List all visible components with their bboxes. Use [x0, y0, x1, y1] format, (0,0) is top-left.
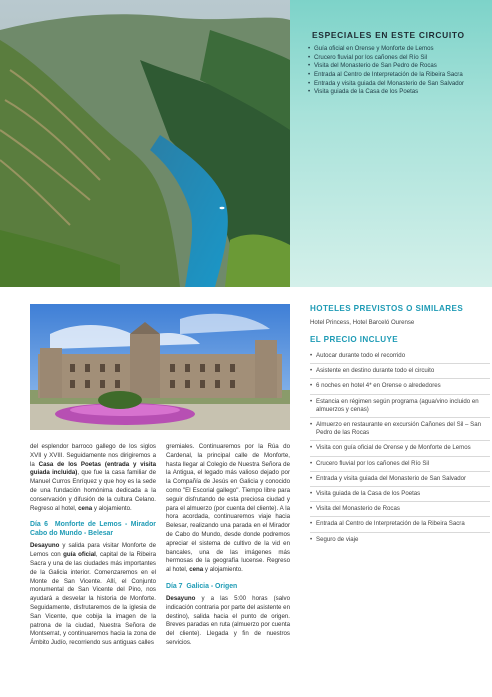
day6-heading	[30, 520, 156, 538]
list-item: • Guía oficial en Orense y Monforte de Lemos	[308, 45, 486, 53]
list-item: • Entrada y visita guiada del Monasterio de San Salvador	[310, 472, 490, 487]
list-item: • 6 noches en hotel 4* en Orense o alrededores	[310, 379, 490, 394]
text-run: y alojamiento.	[92, 504, 132, 512]
list-item: • Visita del Monasterio de Rocas	[310, 502, 490, 517]
monastery-photo	[30, 304, 290, 430]
text-run-bold: cena	[189, 566, 204, 574]
specials-panel	[290, 0, 492, 287]
text-run: , que fue la casa familiar de Manuel Curros Enríquez y que hoy es la sede de una fundación homónima dedicada a la conservación y difusión de la cultura Celano. Regreso al hotel,	[30, 469, 156, 512]
text-run: y alojamiento.	[203, 566, 243, 574]
list-item: • Seguro de viaje	[310, 533, 490, 547]
list-item: • Crucero fluvial por los cañones del Río Sil	[308, 54, 486, 62]
hotels-text: Hotel Princess, Hotel Barceló Ourense	[310, 319, 415, 326]
day-number: Día 7	[166, 582, 183, 590]
day5-continuation	[30, 443, 156, 513]
list-item: • Asistente en destino durante todo el circuito	[310, 364, 490, 379]
list-item: • Almuerzo en restaurante en excursión Cañones del Sil – San Pedro de las Rocas	[310, 418, 490, 441]
text-run-bold: Desayuno	[30, 542, 60, 550]
specials-list	[308, 45, 486, 97]
text-run-bold: cena	[78, 504, 93, 512]
hotels-title: HOTELES PREVISTOS O SIMILARES	[310, 304, 464, 313]
itinerary-column-middle	[166, 443, 290, 648]
specials-title: ESPECIALES EN ESTE CIRCUITO	[312, 30, 465, 40]
itinerary-column-left	[30, 443, 156, 648]
day-title: Monforte de Lemos - Mirador Cabo do Mundo - Belesar	[30, 521, 156, 538]
text-run-bold: guía oficial	[63, 551, 96, 559]
list-item: • Entrada al Centro de Interpretación de la Ribeira Sacra	[310, 517, 490, 532]
list-item: • Crucero fluvial por los cañones del Río Sil	[310, 457, 490, 472]
list-item: • Visita del Monasterio de San Pedro de Rocas	[308, 62, 486, 70]
text-run: gremiales. Continuaremos por la Rúa do Cardenal, la principal calle de Monforte, hasta llegar al Colegio de Nuestra Señora de la Antigua, el legado más valioso dejado por la Compañía de Jesús en Galicia y conocido como "El Escorial gallego". Tiempo libre para seguir disfrutando de esta preciosa ciudad y para el almuerzo (por cuenta del cliente). A la hora acordada, continuaremos viaje hacia Belesar, realizando una parada en el Mirador de Cabo do Mundo, desde donde podremos apreciar el sistema de cultivo de la vid en bancales, una de las imágenes más hermosas de la geografía lucense. Regreso al hotel,	[166, 443, 290, 574]
text-run-bold: Desayuno	[166, 594, 196, 602]
price-includes-list	[310, 349, 490, 547]
text-run: , capital de la Ribeira Sacra y una de las ciudades más importantes de la Galicia interior. Comenzaremos en el Monte de San Vicente. Allí, el Conjunto monumental de San Vicente del Pino, nos ayudará a desvelar la historia de Monforte. Seguidamente, disfrutaremos de la iglesia de San Vicente, que cobija la imagen de la patrona de la ciudad, Nuestra Señora de Montserrat, y continuaremos hacia la zona de Ámbito Judío, recorriendo sus antiguas calles	[30, 551, 156, 647]
text-run: del esplendor barroco gallego de los siglos XVII y XVIII. Seguidamente nos dirigiremos a la	[30, 443, 156, 468]
price-title: EL PRECIO INCLUYE	[310, 335, 399, 344]
day7-text	[166, 595, 290, 648]
day-title: Galicia - Origen	[186, 582, 238, 590]
day6-text	[30, 542, 156, 648]
day7-heading	[166, 582, 290, 591]
list-item: • Entrada al Centro de Interpretación de la Ribeira Sacra	[308, 71, 486, 79]
text-run-bold: Casa de los Poetas (entrada y visita guiada incluida)	[30, 460, 156, 477]
info-sidebar	[310, 304, 490, 547]
day6-continuation	[166, 443, 290, 575]
text-run: y a las 5:00 horas (salvo indicación contraria por parte del asistente en destino), salida hacia el punto de origen. Breves paradas en ruta (almuerzo por cuenta del cliente). Llegada y fin de nuestros servicios.	[166, 594, 290, 646]
list-item: • Entrada y visita guiada del Monasterio de San Salvador	[308, 80, 486, 88]
list-item: • Visita guiada de la Casa de los Poetas	[310, 487, 490, 502]
text-run: y salida para visitar Monforte de Lemos con	[30, 542, 156, 559]
list-item: • Autocar durante todo el recorrido	[310, 349, 490, 364]
day-number: Día 6	[30, 521, 49, 529]
list-item: • Visita guiada de la Casa de los Poetas	[308, 88, 486, 96]
list-item: • Estancia en régimen según programa (agua/vino incluido en almuerzos y cenas)	[310, 395, 490, 418]
list-item: • Visita con guía oficial de Orense y de Monforte de Lemos	[310, 441, 490, 456]
river-canyon-photo	[0, 0, 290, 287]
